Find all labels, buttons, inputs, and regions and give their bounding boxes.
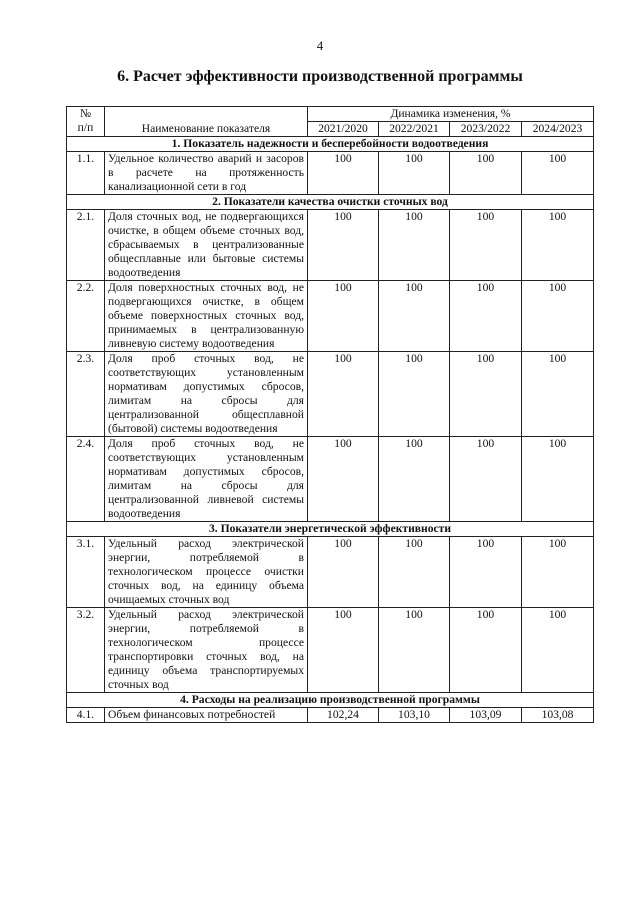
row-value: 103,10: [379, 708, 450, 723]
row-value: 100: [379, 608, 450, 693]
row-value: 100: [308, 537, 379, 608]
row-value: 100: [308, 352, 379, 437]
row-value: 100: [308, 608, 379, 693]
row-value: 100: [379, 281, 450, 352]
table-row: [67, 352, 594, 437]
table-row: [67, 152, 594, 195]
row-value: 103,09: [450, 708, 522, 723]
header-year-2024: 2024/2023: [522, 122, 594, 137]
row-number: 2.3.: [67, 352, 105, 437]
section-title: 4. Расходы на реализацию производственной программы: [67, 693, 594, 708]
row-indicator-name: Удельный расход электрической энергии, потребляемой в технологическом процессе очистки сточных вод, на единицу объема очищаемых сточных вод: [105, 537, 308, 608]
row-value: 100: [450, 352, 522, 437]
table-row: [67, 281, 594, 352]
row-value: 100: [379, 152, 450, 195]
row-value: 100: [450, 281, 522, 352]
header-dynamics: Динамика изменения, %: [308, 107, 594, 122]
header-number: [67, 107, 105, 137]
table-row: [67, 608, 594, 693]
row-value: 100: [308, 152, 379, 195]
row-number: 2.2.: [67, 281, 105, 352]
row-value: 100: [522, 537, 594, 608]
row-value: 100: [450, 608, 522, 693]
header-number-sign: №: [79, 107, 92, 120]
table-row: [67, 210, 594, 281]
header-year-2022: 2022/2021: [379, 122, 450, 137]
row-number: 3.1.: [67, 537, 105, 608]
row-value: 100: [522, 437, 594, 522]
section-title: 1. Показатель надежности и бесперебойности водоотведения: [67, 137, 594, 152]
section-row: [67, 522, 594, 537]
table-header: [67, 107, 594, 137]
section-row: [67, 693, 594, 708]
row-value: 100: [450, 437, 522, 522]
row-value: 102,24: [308, 708, 379, 723]
row-value: 100: [308, 437, 379, 522]
table-row: [67, 537, 594, 608]
header-year-2023: 2023/2022: [450, 122, 522, 137]
row-value: 100: [522, 281, 594, 352]
row-value: 100: [379, 210, 450, 281]
row-value: 100: [450, 210, 522, 281]
row-value: 100: [308, 281, 379, 352]
header-year-2021: 2021/2020: [308, 122, 379, 137]
row-value: 100: [450, 537, 522, 608]
section-title: 3. Показатели энергетической эффективности: [67, 522, 594, 537]
row-number: 4.1.: [67, 708, 105, 723]
row-number: 1.1.: [67, 152, 105, 195]
row-indicator-name: Доля сточных вод, не подвергающихся очистке, в общем объеме сточных вод, сбрасываемых в централизованные общесплавные или бытовые системы водоотведения: [105, 210, 308, 281]
table-row: [67, 437, 594, 522]
page-title: 6. Расчет эффективности производственной программы: [117, 68, 523, 85]
row-indicator-name: Удельный расход электрической энергии, потребляемой в технологическом процессе транспортировки сточных вод, на единицу объема транспортируемых сточных вод: [105, 608, 308, 693]
row-value: 100: [522, 608, 594, 693]
row-value: 100: [522, 210, 594, 281]
row-indicator-name: Объем финансовых потребностей: [105, 708, 308, 723]
row-indicator-name: Удельное количество аварий и засоров в расчете на протяженность канализационной сети в год: [105, 152, 308, 195]
row-value: 100: [379, 437, 450, 522]
row-value: 100: [522, 352, 594, 437]
row-value: 103,08: [522, 708, 594, 723]
table-row: [67, 708, 594, 723]
row-value: 100: [522, 152, 594, 195]
row-value: 100: [379, 537, 450, 608]
row-value: 100: [308, 210, 379, 281]
row-number: 2.1.: [67, 210, 105, 281]
row-number: 3.2.: [67, 608, 105, 693]
row-indicator-name: Доля проб сточных вод, не соответствующих установленным нормативам допустимых сбросов, лимитам на сбросы для централизованной ливневой системы водоотведения: [105, 437, 308, 522]
header-indicator-name: Наименование показателя: [105, 107, 308, 137]
section-row: [67, 195, 594, 210]
row-indicator-name: Доля проб сточных вод, не соответствующих установленным нормативам допустимых сбросов, лимитам на сбросы для централизованной общесплавной (бытовой) системы водоотведения: [105, 352, 308, 437]
row-value: 100: [450, 152, 522, 195]
section-title: 2. Показатели качества очистки сточных вод: [67, 195, 594, 210]
row-indicator-name: Доля поверхностных сточных вод, не подвергающихся очистке, в общем объеме поверхностных сточных вод, принимаемых в централизованную ливневую систему водоотведения: [105, 281, 308, 352]
page-number: 4: [316, 38, 324, 53]
row-value: 100: [379, 352, 450, 437]
section-row: [67, 137, 594, 152]
row-number: 2.4.: [67, 437, 105, 522]
indicators-table: [66, 106, 594, 723]
header-number-abbr: п/п: [77, 121, 94, 134]
